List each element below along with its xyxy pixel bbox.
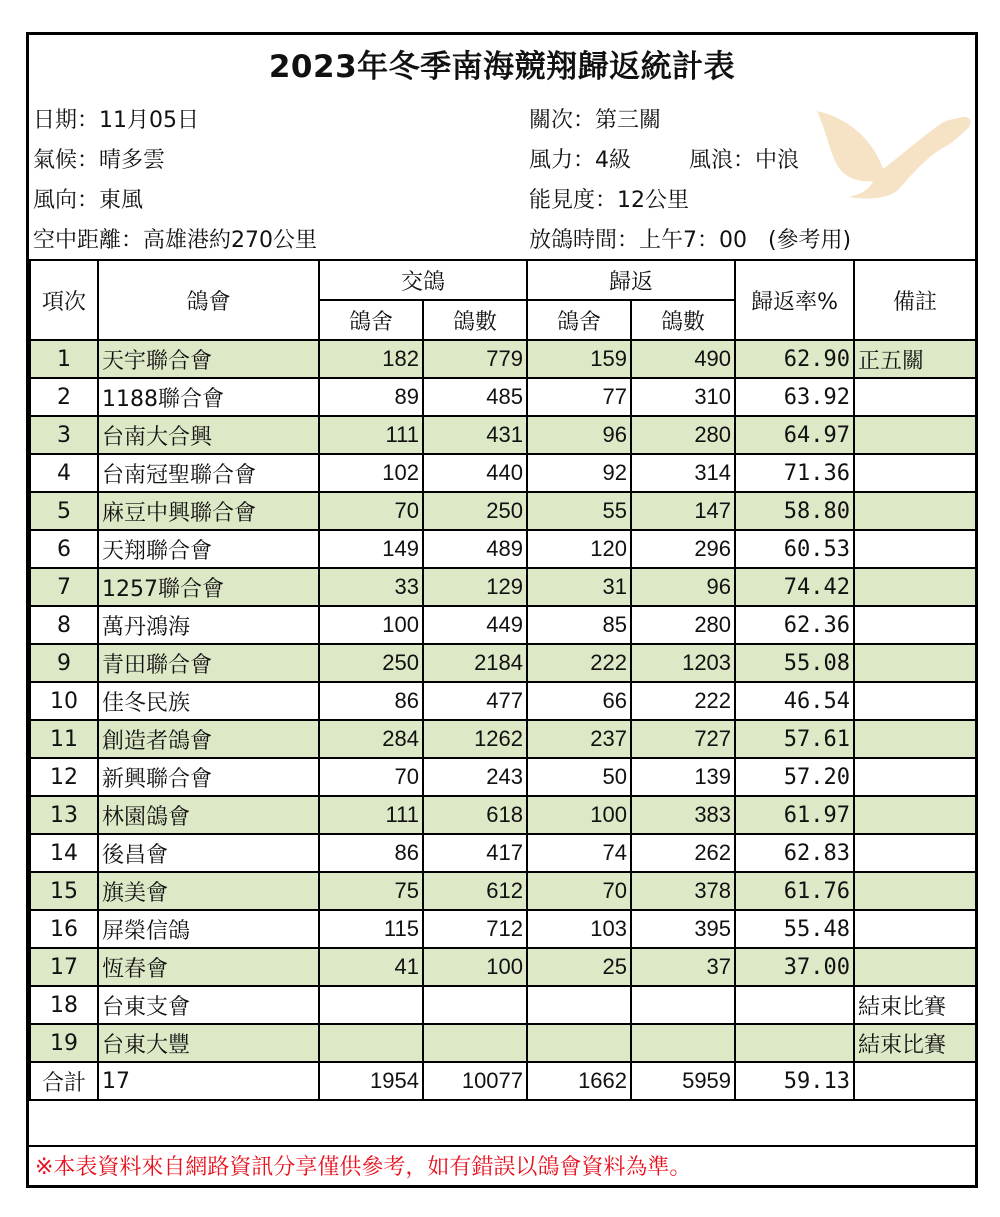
header-return: 歸返 (527, 260, 735, 300)
row-remark (854, 834, 976, 872)
row-return-rate: 55.08 (735, 644, 854, 682)
row-entry-birds: 612 (423, 872, 527, 910)
row-entry-birds: 712 (423, 910, 527, 948)
total-entry-lofts: 1954 (319, 1062, 423, 1100)
row-remark (854, 644, 976, 682)
row-remark (854, 796, 976, 834)
row-entry-lofts: 86 (319, 682, 423, 720)
row-return-rate: 57.20 (735, 758, 854, 796)
info-weather: 氣候：晴多雲 (33, 148, 166, 173)
table-row (30, 986, 976, 1024)
row-entry-birds (423, 986, 527, 1024)
table-row (30, 834, 976, 872)
row-entry-birds: 2184 (423, 644, 527, 682)
row-entry-lofts: 284 (319, 720, 423, 758)
stats-sheet (26, 32, 978, 1188)
row-return-lofts: 85 (527, 606, 631, 644)
row-entry-birds: 243 (423, 758, 527, 796)
row-return-rate: 60.53 (735, 530, 854, 568)
row-index: 12 (30, 758, 98, 796)
table-row (30, 530, 976, 568)
table-row (30, 872, 976, 910)
info-wind-direction: 風向：東風 (33, 188, 144, 213)
header-return-lofts: 鴿舍 (527, 300, 631, 340)
row-club: 新興聯合會 (98, 758, 319, 796)
table-row (30, 644, 976, 682)
stats-table (29, 259, 977, 1101)
row-return-lofts: 77 (527, 378, 631, 416)
row-entry-birds: 779 (423, 340, 527, 378)
row-entry-lofts: 111 (319, 796, 423, 834)
table-row (30, 758, 976, 796)
row-index: 10 (30, 682, 98, 720)
row-remark (854, 416, 976, 454)
dove-logo-icon (813, 97, 973, 207)
row-entry-lofts: 250 (319, 644, 423, 682)
row-club: 旗美會 (98, 872, 319, 910)
row-return-birds (631, 986, 735, 1024)
row-club: 1257聯合會 (98, 568, 319, 606)
row-return-birds: 1203 (631, 644, 735, 682)
row-return-birds: 96 (631, 568, 735, 606)
row-entry-birds: 431 (423, 416, 527, 454)
row-entry-lofts: 33 (319, 568, 423, 606)
table-row (30, 340, 976, 378)
row-return-rate: 74.42 (735, 568, 854, 606)
table-row (30, 910, 976, 948)
row-entry-birds: 449 (423, 606, 527, 644)
row-club: 林園鴿會 (98, 796, 319, 834)
row-index: 17 (30, 948, 98, 986)
row-index: 11 (30, 720, 98, 758)
row-return-birds: 280 (631, 606, 735, 644)
row-index: 3 (30, 416, 98, 454)
row-entry-lofts: 70 (319, 492, 423, 530)
row-return-birds: 37 (631, 948, 735, 986)
table-row (30, 948, 976, 986)
table-row (30, 416, 976, 454)
row-entry-lofts: 86 (319, 834, 423, 872)
row-entry-birds: 489 (423, 530, 527, 568)
row-entry-lofts: 75 (319, 872, 423, 910)
row-return-birds (631, 1024, 735, 1062)
row-return-rate: 62.90 (735, 340, 854, 378)
row-return-birds: 727 (631, 720, 735, 758)
header-remark: 備註 (854, 260, 976, 340)
row-return-lofts: 50 (527, 758, 631, 796)
row-return-lofts (527, 1024, 631, 1062)
row-return-rate: 46.54 (735, 682, 854, 720)
row-return-birds: 262 (631, 834, 735, 872)
row-return-lofts: 70 (527, 872, 631, 910)
row-index: 14 (30, 834, 98, 872)
row-club: 麻豆中興聯合會 (98, 492, 319, 530)
row-index: 4 (30, 454, 98, 492)
row-remark (854, 682, 976, 720)
row-return-birds: 383 (631, 796, 735, 834)
row-index: 15 (30, 872, 98, 910)
table-row (30, 1024, 976, 1062)
table-row (30, 606, 976, 644)
row-return-birds: 147 (631, 492, 735, 530)
table-row (30, 568, 976, 606)
row-return-lofts: 103 (527, 910, 631, 948)
table-row (30, 454, 976, 492)
row-club: 屏榮信鴿 (98, 910, 319, 948)
row-return-rate: 62.36 (735, 606, 854, 644)
row-entry-lofts: 89 (319, 378, 423, 416)
row-remark: 結束比賽 (854, 986, 976, 1024)
table-row (30, 720, 976, 758)
header-entry-lofts: 鴿舍 (319, 300, 423, 340)
row-return-rate: 64.97 (735, 416, 854, 454)
sheet-title: 2023年冬季南海競翔歸返統計表 (268, 49, 736, 85)
row-entry-lofts: 182 (319, 340, 423, 378)
info-stage: 關次：第三關 (529, 108, 662, 133)
row-return-lofts: 96 (527, 416, 631, 454)
row-return-birds: 222 (631, 682, 735, 720)
row-remark (854, 454, 976, 492)
row-return-rate: 57.61 (735, 720, 854, 758)
row-return-rate: 55.48 (735, 910, 854, 948)
row-club: 台東大豐 (98, 1024, 319, 1062)
row-return-lofts: 159 (527, 340, 631, 378)
row-entry-lofts: 100 (319, 606, 423, 644)
row-remark (854, 378, 976, 416)
info-wave: 風浪：中浪 (689, 148, 800, 173)
row-club: 創造者鴿會 (98, 720, 319, 758)
total-row (30, 1062, 976, 1100)
footnote-divider (29, 1145, 975, 1147)
row-remark (854, 758, 976, 796)
row-return-rate: 63.92 (735, 378, 854, 416)
footnote: ※本表資料來自網路資訊分享僅供參考，如有錯誤以鴿會資料為準。 (35, 1155, 692, 1180)
row-entry-birds: 1262 (423, 720, 527, 758)
row-entry-birds: 129 (423, 568, 527, 606)
info-release-time: 放鴿時間：上午7：00 (參考用) (529, 228, 852, 253)
table-row (30, 682, 976, 720)
row-return-rate: 61.76 (735, 872, 854, 910)
row-index: 8 (30, 606, 98, 644)
row-club: 萬丹鴻海 (98, 606, 319, 644)
row-club: 青田聯合會 (98, 644, 319, 682)
row-return-lofts: 100 (527, 796, 631, 834)
row-remark (854, 530, 976, 568)
row-entry-birds: 100 (423, 948, 527, 986)
header-club: 鴿會 (98, 260, 319, 340)
row-return-birds: 139 (631, 758, 735, 796)
info-distance: 空中距離：高雄港約270公里 (33, 228, 317, 253)
row-index: 13 (30, 796, 98, 834)
row-club: 恆春會 (98, 948, 319, 986)
row-index: 9 (30, 644, 98, 682)
header-entry: 交鴿 (319, 260, 527, 300)
header-index: 項次 (30, 260, 98, 340)
row-return-rate: 37.00 (735, 948, 854, 986)
row-return-birds: 280 (631, 416, 735, 454)
row-entry-birds: 485 (423, 378, 527, 416)
row-remark: 結束比賽 (854, 1024, 976, 1062)
table-row (30, 796, 976, 834)
row-entry-lofts: 149 (319, 530, 423, 568)
total-return-rate: 59.13 (735, 1062, 854, 1100)
row-remark: 正五關 (854, 340, 976, 378)
row-return-rate (735, 1024, 854, 1062)
row-entry-lofts: 115 (319, 910, 423, 948)
row-club: 1188聯合會 (98, 378, 319, 416)
row-remark (854, 606, 976, 644)
row-entry-birds (423, 1024, 527, 1062)
row-entry-birds: 477 (423, 682, 527, 720)
row-entry-lofts: 111 (319, 416, 423, 454)
row-return-lofts: 66 (527, 682, 631, 720)
row-return-rate: 71.36 (735, 454, 854, 492)
info-visibility: 能見度：12公里 (529, 188, 689, 213)
row-entry-birds: 417 (423, 834, 527, 872)
row-return-lofts: 92 (527, 454, 631, 492)
row-return-rate: 58.80 (735, 492, 854, 530)
row-remark (854, 720, 976, 758)
row-return-rate: 62.83 (735, 834, 854, 872)
row-return-lofts (527, 986, 631, 1024)
row-return-lofts: 25 (527, 948, 631, 986)
row-return-birds: 296 (631, 530, 735, 568)
row-entry-lofts (319, 1024, 423, 1062)
row-return-birds: 490 (631, 340, 735, 378)
info-date: 日期：11月05日 (33, 108, 199, 133)
row-entry-birds: 618 (423, 796, 527, 834)
row-return-lofts: 74 (527, 834, 631, 872)
info-wind-force: 風力：4級 (529, 148, 631, 173)
row-club: 佳冬民族 (98, 682, 319, 720)
row-return-rate (735, 986, 854, 1024)
header-entry-birds: 鴿數 (423, 300, 527, 340)
row-index: 16 (30, 910, 98, 948)
header-return-birds: 鴿數 (631, 300, 735, 340)
row-entry-lofts: 70 (319, 758, 423, 796)
row-return-lofts: 120 (527, 530, 631, 568)
row-entry-birds: 250 (423, 492, 527, 530)
row-club: 台南冠聖聯合會 (98, 454, 319, 492)
row-return-birds: 378 (631, 872, 735, 910)
row-index: 1 (30, 340, 98, 378)
row-entry-lofts: 41 (319, 948, 423, 986)
row-remark (854, 872, 976, 910)
table-row (30, 378, 976, 416)
row-club: 台東支會 (98, 986, 319, 1024)
row-club: 天宇聯合會 (98, 340, 319, 378)
row-club: 天翔聯合會 (98, 530, 319, 568)
row-entry-birds: 440 (423, 454, 527, 492)
total-remark (854, 1062, 976, 1100)
row-club: 後昌會 (98, 834, 319, 872)
row-index: 18 (30, 986, 98, 1024)
table-row (30, 492, 976, 530)
row-entry-lofts: 102 (319, 454, 423, 492)
row-return-birds: 310 (631, 378, 735, 416)
row-remark (854, 568, 976, 606)
row-club: 台南大合興 (98, 416, 319, 454)
row-return-lofts: 55 (527, 492, 631, 530)
row-remark (854, 492, 976, 530)
row-index: 5 (30, 492, 98, 530)
row-index: 2 (30, 378, 98, 416)
row-remark (854, 910, 976, 948)
row-return-birds: 395 (631, 910, 735, 948)
row-return-lofts: 237 (527, 720, 631, 758)
row-remark (854, 948, 976, 986)
row-return-birds: 314 (631, 454, 735, 492)
row-return-lofts: 31 (527, 568, 631, 606)
total-return-birds: 5959 (631, 1062, 735, 1100)
row-index: 19 (30, 1024, 98, 1062)
row-index: 6 (30, 530, 98, 568)
total-label: 合計 (30, 1062, 98, 1100)
total-entry-birds: 10077 (423, 1062, 527, 1100)
total-club-count: 17 (98, 1062, 319, 1100)
total-return-lofts: 1662 (527, 1062, 631, 1100)
row-return-rate: 61.97 (735, 796, 854, 834)
row-return-lofts: 222 (527, 644, 631, 682)
row-index: 7 (30, 568, 98, 606)
row-entry-lofts (319, 986, 423, 1024)
header-rate: 歸返率% (735, 260, 854, 340)
